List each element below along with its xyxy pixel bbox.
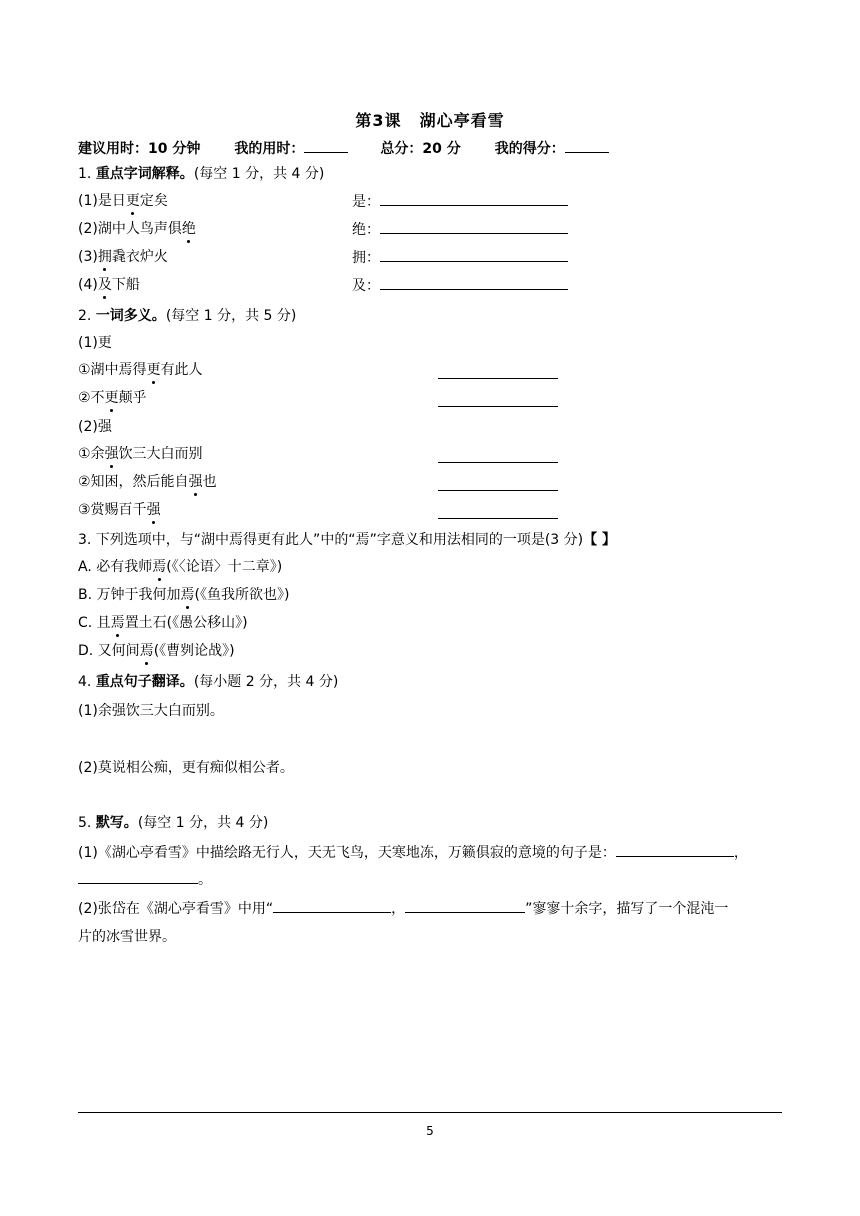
q1-item-2: (2)湖中人鸟声俱绝: [78, 221, 196, 237]
q2-group-1-label: (1)更: [78, 335, 112, 351]
q1-item-3: (3)拥毳衣炉火: [78, 249, 168, 265]
q1-blank-1[interactable]: [380, 191, 568, 206]
q5-blank-3[interactable]: [273, 898, 391, 913]
my-time-blank[interactable]: [304, 138, 348, 153]
q3-stem: 3. 下列选项中，与“湖中焉得更有此人”中的“焉”字意义和用法相同的一项是(3 分)【 】: [78, 532, 616, 548]
q1-item-1: (1)是日更定矣: [78, 193, 168, 209]
q2-item-4: ②知困，然后能自强也: [78, 474, 217, 490]
q2-item-5: ③赏赐百千强: [78, 502, 161, 518]
footer-divider: [78, 1112, 782, 1113]
q5-blank-4[interactable]: [405, 898, 525, 913]
my-score-label: 我的得分：: [494, 141, 565, 157]
total-score: 总分：20 分: [380, 141, 461, 157]
q3-option-d: D. 又何间焉(《曹刿论战》): [78, 643, 235, 659]
q1-blank-2[interactable]: [380, 219, 568, 234]
q5-item-1: (1)《湖心亭看雪》中描绘路无行人，天无飞鸟，天寒地冻，万籁俱寂的意境的句子是： ，: [78, 842, 748, 863]
lesson-name: 湖心亭看雪: [419, 111, 505, 130]
page-number: 5: [426, 1124, 434, 1138]
q3-option-c: C. 且焉置土石(《愚公移山》): [78, 615, 248, 631]
q2-blank-2[interactable]: [438, 392, 558, 407]
q1-blank-4[interactable]: [380, 275, 568, 290]
q3-option-a: A. 必有我师焉(《〈论语〉十二章》): [78, 559, 283, 575]
q2-blank-3[interactable]: [438, 448, 558, 463]
q2-heading: 2. 一词多义。(每空 1 分，共 5 分): [78, 308, 297, 324]
q5-heading: 5. 默写。(每空 1 分，共 4 分): [78, 815, 269, 831]
lesson-number: 第3课: [355, 111, 402, 130]
q1-item-4: (4)及下船: [78, 277, 140, 293]
my-time-label: 我的用时：: [234, 141, 305, 157]
q4-heading: 4. 重点句子翻译。(每小题 2 分，共 4 分): [78, 674, 339, 690]
q4-sentence-2: (2)莫说相公痴，更有痴似相公者。: [78, 760, 294, 776]
q2-blank-5[interactable]: [438, 504, 558, 519]
q2-item-1: ①湖中焉得更有此人: [78, 362, 203, 378]
q1-blank-3[interactable]: [380, 247, 568, 262]
q1-answer-2: 绝：: [352, 219, 568, 240]
q5-item-1-cont: 。: [78, 869, 212, 890]
suggested-time: 建议用时：10 分钟: [78, 141, 201, 157]
q5-blank-2[interactable]: [78, 869, 198, 884]
q2-group-2-label: (2)强: [78, 419, 112, 435]
q5-item-2: (2)张岱在《湖心亭看雪》中用“ ， ”寥寥十余字，描写了一个混沌一: [78, 898, 728, 919]
q3-option-b: B. 万钟于我何加焉(《鱼我所欲也》): [78, 587, 290, 603]
q1-answer-1: 是：: [352, 191, 568, 212]
q2-item-3: ①余强饮三大白而别: [78, 446, 203, 462]
time-score-header: [78, 138, 609, 159]
q4-sentence-1: (1)余强饮三大白而别。: [78, 703, 224, 719]
q2-item-2: ②不更颠乎: [78, 390, 147, 406]
q2-blank-4[interactable]: [438, 476, 558, 491]
q1-heading: 1. 重点字词解释。(每空 1 分，共 4 分): [78, 166, 325, 182]
lesson-title: [0, 108, 860, 131]
q3-answer-bracket[interactable]: 【 】: [583, 532, 616, 548]
q1-answer-3: 拥：: [352, 247, 568, 268]
q1-answer-4: 及：: [352, 275, 568, 296]
q5-item-2-cont: 片的冰雪世界。: [78, 929, 176, 945]
q2-blank-1[interactable]: [438, 364, 558, 379]
my-score-blank[interactable]: [565, 138, 609, 153]
q5-blank-1[interactable]: [616, 842, 734, 857]
